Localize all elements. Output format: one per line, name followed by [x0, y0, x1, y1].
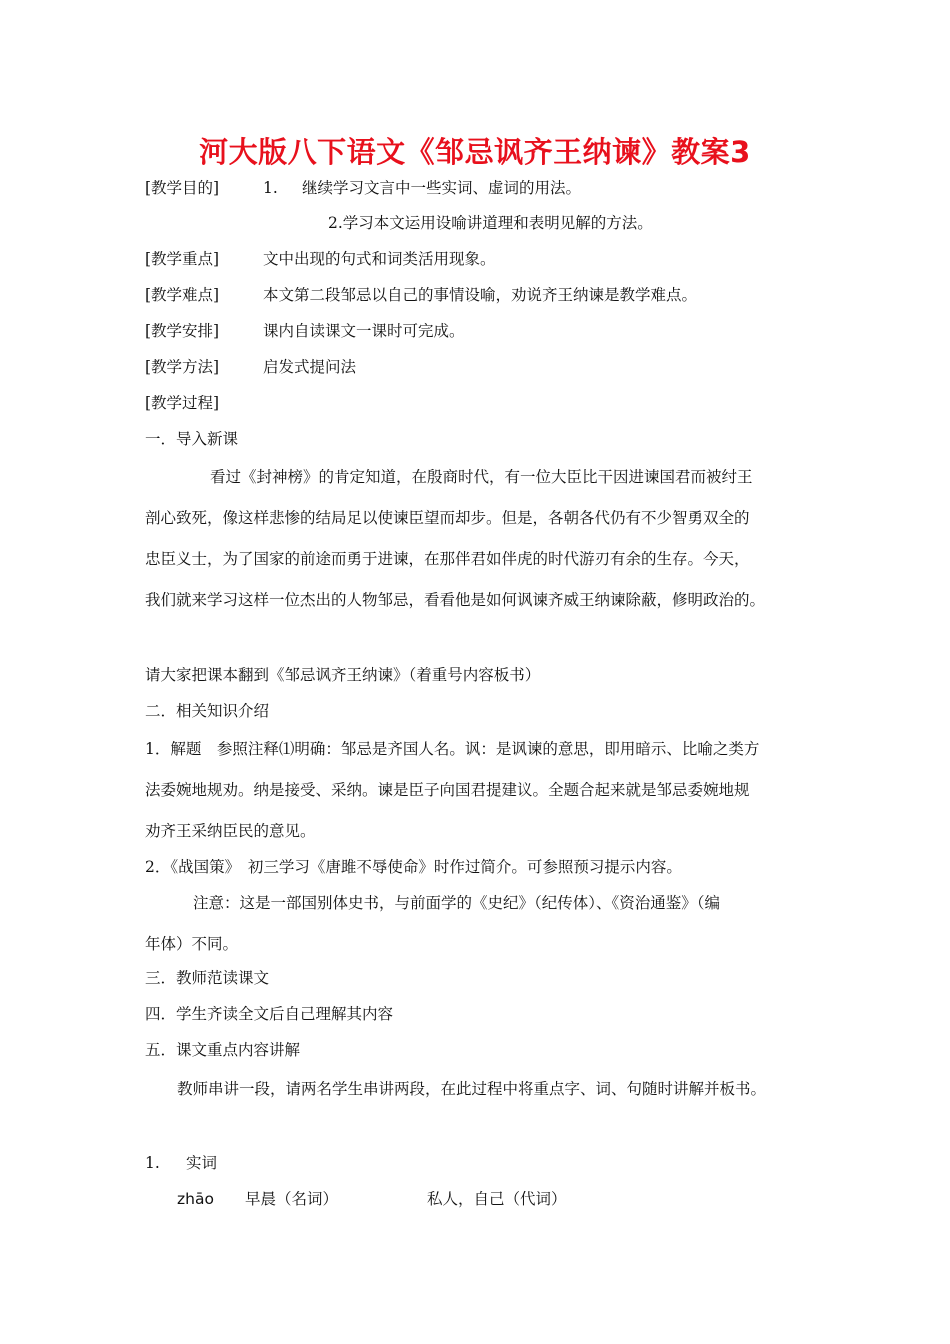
- section-2-heading: 二．相关知识介绍: [145, 702, 270, 720]
- difficulty-text: 本文第二段邹忌以自己的事情设喻，劝说齐王纳谏是教学难点。: [263, 286, 698, 304]
- objective-label: [教学目的]: [145, 179, 220, 197]
- intro-line-4: 我们就来学习这样一位杰出的人物邹忌，看看他是如何讽谏齐威王纳谏除蔽，修明政治的。: [145, 591, 766, 609]
- vocab-pinyin: zhāo: [177, 1190, 214, 1208]
- section-5-description: 教师串讲一段，请两名学生串讲两段，在此过程中将重点字、词、句随时讲解并板书。: [177, 1080, 767, 1098]
- section-5-heading: 五．课文重点内容讲解: [145, 1041, 301, 1059]
- note-line-2: 年体）不同。: [145, 935, 239, 953]
- schedule-text: 课内自读课文一课时可完成。: [263, 322, 465, 340]
- title-explanation-line-2: 法委婉地规劝。纳是接受、采纳。谏是臣子向国君提建议。全题合起来就是邹忌委婉地规: [145, 781, 750, 799]
- title-explanation-line-3: 劝齐王采纳臣民的意见。: [145, 822, 316, 840]
- schedule-label: [教学安排]: [145, 322, 220, 340]
- zhanguoce-line: 2．《战国策》 初三学习《唐雎不辱使命》时作过简介。可参照预习提示内容。: [145, 858, 682, 876]
- section-1-heading: 一．导入新课: [145, 430, 239, 448]
- intro-line-1: 看过《封神榜》的肯定知道，在殷商时代，有一位大臣比干因进谏国君而被纣王: [210, 468, 753, 486]
- focus-text: 文中出现的句式和词类活用现象。: [263, 250, 496, 268]
- difficulty-label: [教学难点]: [145, 286, 220, 304]
- title-explanation-line-1: 1．解题 参照注释⑴明确：邹忌是齐国人名。讽：是讽谏的意思，即用暗示、比喻之类方: [145, 740, 760, 758]
- intro-line-2: 剖心致死，像这样悲惨的结局足以使谏臣望而却步。但是，各朝各代仍有不少智勇双全的: [145, 509, 750, 527]
- vocab-meaning-1: 早晨（名词）: [245, 1190, 339, 1208]
- section-3-heading: 三．教师范读课文: [145, 969, 270, 987]
- reading-instruction: 请大家把课本翻到《邹忌讽齐王纳谏》（着重号内容板书）: [145, 666, 541, 684]
- shici-number: 1.: [145, 1154, 160, 1172]
- objective-2-text: 2.学习本文运用设喻讲道理和表明见解的方法。: [328, 214, 653, 232]
- focus-label: [教学重点]: [145, 250, 220, 268]
- method-label: [教学方法]: [145, 358, 220, 376]
- method-text: 启发式提问法: [263, 358, 357, 376]
- vocab-meaning-2: 私人，自己（代词）: [427, 1190, 567, 1208]
- intro-line-3: 忠臣义士，为了国家的前途而勇于进谏，在那伴君如伴虎的时代游刃有余的生存。今天，: [145, 550, 750, 568]
- section-4-heading: 四．学生齐读全文后自己理解其内容: [145, 1005, 394, 1023]
- objective-1-text: 继续学习文言中一些实词、虚词的用法。: [302, 179, 582, 197]
- note-line-1: 注意：这是一部国别体史书，与前面学的《史纪》（纪传体）、《资治通鉴》（编: [193, 894, 721, 912]
- objective-1-number: 1.: [263, 179, 278, 197]
- shici-label: 实词: [186, 1154, 218, 1172]
- document-title: 河大版八下语文《邹忌讽齐王纳谏》教案3: [199, 135, 751, 169]
- process-label: [教学过程]: [145, 394, 220, 412]
